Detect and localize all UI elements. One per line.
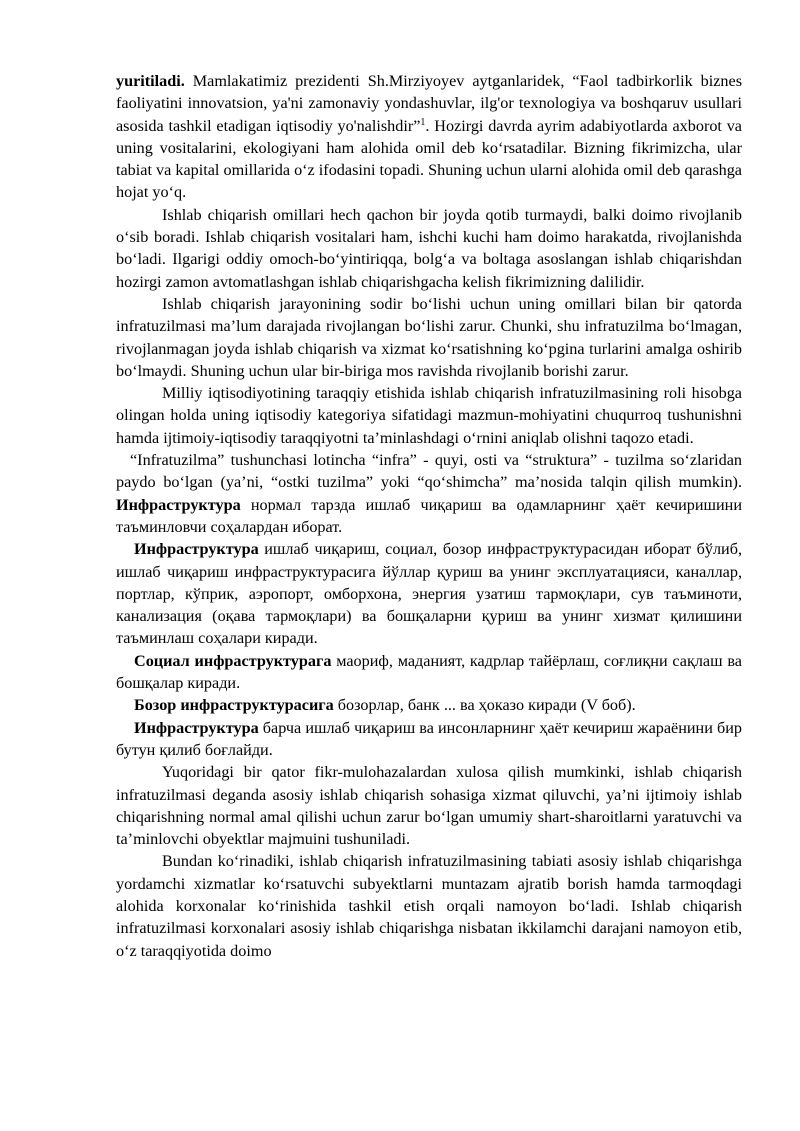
paragraph-text: маориф, маданият, кадрлар тайёрлаш, соғлиқни сақлаш ва бошқалар киради.	[116, 651, 742, 693]
term-bold: Инфраструктура	[134, 718, 259, 737]
paragraph-text: “Infratuzilma” tushunchasi lotincha “infra” - quyi, osti va “struktura” - tuzilma so‘zlaridan paydo bo‘lgan (ya’ni, “ostki tuzilma” yoki “qo‘shimcha” ma’nosida talqin qilish mumkin).	[116, 451, 742, 492]
term-bold: Инфраструктура	[116, 495, 241, 514]
document-page	[116, 70, 742, 962]
paragraph-11	[116, 850, 742, 961]
term-bold: Инфраструктура	[134, 540, 259, 559]
paragraph-text: Ishlab chiqarish jarayonining sodir bo‘lishi uchun uning omillari bilan bir qatorda infratuzilmasi ma’lum darajada rivojlangan bo‘lishi zarur. Chunki, shu infratuzilma bo‘lmagan, rivojlanmagan joyda ishlab chiqarish va xizmat ko‘rsatishning ko‘pgina turlarini amalga oshirib bo‘lmaydi. Shuning uchun ular bir-biriga mos ravishda rivojlanib borishi zarur.	[116, 294, 742, 380]
paragraph-9	[116, 717, 742, 762]
paragraph-1	[116, 70, 742, 204]
paragraph-text: Ishlab chiqarish omillari hech qachon bir joyda qotib turmaydi, balki doimo rivojlanib o‘sib boradi. Ishlab chiqarish vositalari ham, ishchi kuchi ham doimo harakatda, rivojlanishda bo‘ladi. Ilgarigi oddiy omoch-bo‘yintiriqqa, bolg‘a va boltaga asoslangan ishlab chiqarishdan hozirgi zamon avtomatlashgan ishlab chiqarishgacha kelish fikrimizning dalilidir.	[116, 205, 742, 291]
paragraph-text: Milliy iqtisodiyotining taraqqiy etishida ishlab chiqarish infratuzilmasining roli hisobga olingan holda uning iqtisodiy kategoriya sifatidagi mazmun-mohiyatini chuqurroq tushunishni hamda ijtimoiy-iqtisodiy taraqqiyotni ta’minlashdagi o‘rnini aniqlab olishni taqozo etadi.	[116, 384, 742, 447]
paragraph-8	[116, 694, 742, 716]
paragraph-6	[116, 538, 742, 649]
paragraph-2	[116, 204, 742, 293]
paragraph-7	[116, 650, 742, 695]
paragraph-text: бозорлар, банк ... ва ҳоказо киради (V боб).	[333, 696, 636, 715]
paragraph-5	[116, 449, 742, 538]
term-bold: Социал инфраструктурага	[134, 651, 332, 670]
lead-word: yuritiladi.	[116, 72, 185, 90]
paragraph-3	[116, 293, 742, 382]
paragraph-text: . Hozirgi davrda ayrim adabiyotlarda axborot va uning vositalarini, ekologiyani ham alohida omil deb ko‘rsatadilar. Bizning fikrimizcha, ular tabiat va kapital omillarida o‘z ifodasini topadi. Shuning uchun ularni alohida omil deb qarashga hojat yo‘q.	[116, 116, 742, 202]
paragraph-10	[116, 761, 742, 850]
paragraph-text: нормал тарзда ишлаб чиқариш ва одамларнинг ҳаёт кечиришини таъминловчи соҳалардан иборат.	[116, 495, 742, 536]
paragraph-text: барча ишлаб чиқариш ва инсонларнинг ҳаёт кечириш жараёнини бир бутун қилиб боғлайди.	[116, 718, 742, 759]
paragraph-text: Bundan ko‘rinadiki, ishlab chiqarish infratuzilmasining tabiati asosiy ishlab chiqarishga yordamchi xizmatlar ko‘rsatuvchi subyektlarni muntazam ajratib borish hamda tarmoqdagi alohida korxonalar ko‘rinishida tashkil etish orqali namoyon bo‘ladi. Ishlab chiqarish infratuzilmasi korxonalari asosiy ishlab chiqarishga nisbatan ikkilamchi darajani namoyon etib, o‘z taraqqiyotida doimo	[116, 852, 742, 960]
footnote-marker[interactable]: 1	[420, 116, 426, 128]
paragraph-4	[116, 382, 742, 449]
paragraph-text: Mamlakatimiz prezidenti Sh.Mirziyoyev aytganlaridek, “Faol tadbirkorlik biznes faoliyatini innovatsion, ya'ni zamonaviy yondashuvlar, ilg'or texnologiya va boshqaruv usullari asosida tashkil etadigan iqtisodiy yo'nalishdir”	[116, 72, 742, 135]
term-bold: Бозор инфраструктурасига	[134, 696, 334, 715]
paragraph-text: ишлаб чиқариш, социал, бозор инфраструктурасидан иборат бўлиб, ишлаб чиқариш инфраструктурасига йўллар қуриш ва унинг эксплуатацияси, каналлар, портлар, кўприк, аэропорт, омборхона, энергия узатиш тармоқлари, сув таъминоти, канализация (оқава тармоқлари) ва бошқаларни қуриш ва унинг хизмат қилишини таъминлаш соҳалари киради.	[116, 540, 742, 648]
paragraph-text: Yuqoridagi bir qator fikr-mulohazalardan xulosa qilish mumkinki, ishlab chiqarish infratuzilmasi deganda asosiy ishlab chiqarish sohasiga xizmat qiluvchi, ya’ni ijtimoiy ishlab chiqarishning normal amal qilishi uchun zarur bo‘lgan umumiy shart-sharoitlarni yaratuvchi va ta’minlovchi obyektlar majmuini tushuniladi.	[116, 763, 742, 849]
